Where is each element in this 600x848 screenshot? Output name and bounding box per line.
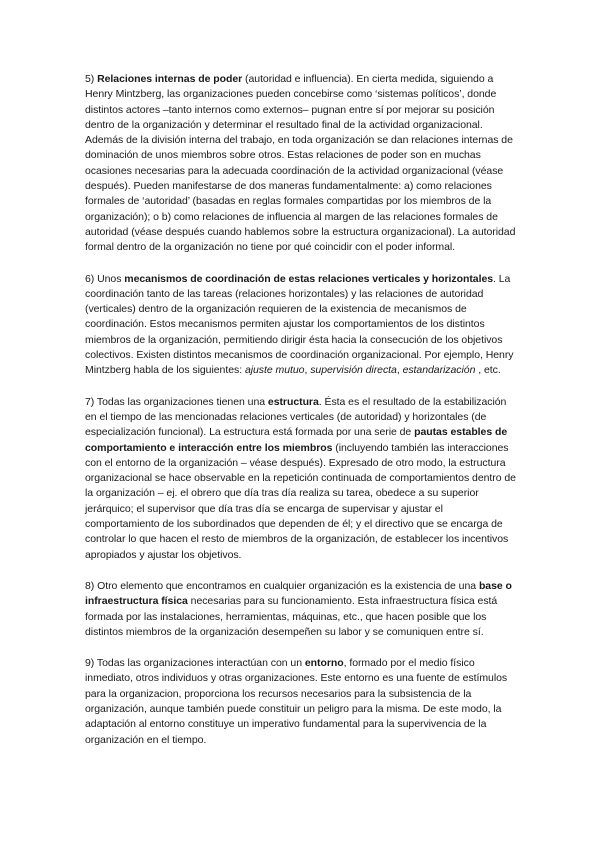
paragraph-text: necesarias para su funcionamiento. Esta infraestructura física está formada por las instalaciones, herramientas, máquinas, etc., que hacen posible que los distintos miembros de la organización desempeñen su labor y se comuniquen entre sí. — [85, 595, 498, 638]
paragraph-number: 6) Unos — [85, 272, 125, 285]
paragraph-6 — [85, 272, 520, 379]
paragraph-7 — [85, 395, 520, 563]
paragraph-text: . Ésta es el resultado de la estabilización en el tiempo de las mencionadas relaciones verticales (de autoridad) y horizontales (de especialización funcional). La estructura está formada por una serie de — [85, 395, 507, 439]
paragraph-5 — [85, 72, 520, 256]
paragraph-9 — [85, 656, 520, 748]
paragraph-text: (incluyendo también las interacciones con el entorno de la organización – véase después). Expresado de otro modo, la estructura organizacional se hace observable en la repetición continuada de comportamientos dentro de la organización – ej. el obrero que día tras día realiza su tarea, obedece a su superior jerárquico; el supervisor que día tras día se encarga de supervisar y ajustar el comportamiento de los subordinados que dependen de él; y el directivo que se encarga de controlar lo que hacen el resto de miembros de la organización, de establecer los incentivos apropiados y ajustar los objetivos. — [85, 441, 516, 561]
paragraph-8 — [85, 579, 520, 640]
separator: , — [396, 364, 403, 377]
paragraph-number: 8) Otro elemento que encontramos en cualquier organización es la existencia de una — [85, 579, 479, 592]
separator: , — [304, 364, 311, 377]
paragraph-text: . La coordinación tanto de las tareas (relaciones horizontales) y las relaciones de autoridad (verticales) dentro de la organización requieren de la existencia de mecanismos de coordinación. Estos mecanismos permiten ajustar los comportamientos de los distintos miembros de la organización, permitiendo dirigir ésta hacia la consecución de los objetivos colectivos. Existen distintos mecanismos de coordinación organizacional. Por ejemplo, Henry Mintzberg habla de los siguientes: — [85, 272, 514, 377]
italic-term: estandarización — [402, 364, 476, 377]
bold-term: estructura — [267, 395, 319, 408]
bold-term: entorno — [304, 657, 344, 670]
bold-term: pautas estables de comportamiento e interacción entre los miembros — [85, 426, 508, 454]
paragraph-text: , etc. — [475, 364, 501, 377]
paragraph-text: (autoridad e influencia). En cierta medida, siguiendo a Henry Mintzberg, las organizaciones pueden concebirse como ‘sistemas políticos’, donde distintos actores –tanto internos como externos– pugnan entre sí por mejorar su posición dentro de la organización y determinar el resultado final de la actividad organizacional. Además de la división interna del trabajo, en toda organización se dan relaciones internas de dominación de unos miembros sobre otros. Estas relaciones de poder son en muchas ocasiones necesarias para la adecuada coordinación de la actividad organizacional (véase después). Pueden manifestarse de dos maneras fundamentalmente: a) como relaciones formales de ‘autoridad’ (basadas en reglas formales compartidas por los miembros de la organización); o b) como relaciones de influencia al margen de las relaciones formales de autoridad (véase después cuando hablemos sobre la estructura organizacional). La autoridad formal dentro de la organización no tiene por qué coincidir con el poder informal. — [85, 73, 516, 254]
bold-term: mecanismos de coordinación de estas relaciones verticales y horizontales — [124, 272, 494, 285]
paragraph-number: 9) Todas las organizaciones interactúan con un — [85, 657, 305, 670]
bold-term: base o infraestructura física — [85, 579, 512, 608]
paragraph-number: 5) — [85, 73, 98, 85]
italic-term: supervisión directa — [310, 364, 397, 377]
paragraph-number: 7) Todas las organizaciones tienen una — [85, 395, 268, 408]
bold-term: Relaciones internas de poder — [97, 73, 243, 85]
paragraph-text: , formado por el medio físico inmediato, otros individuos y otras organizaciones. Este entorno es una fuente de estímulos para la organizacion, proporciona los recursos necesarios para la subsistencia de la organización, aunque también puede constituir un peligro para la misma. De este modo, la adaptación al entorno constituye un imperativo fundamental para la supervivencia de la organización en el tiempo. — [85, 657, 508, 746]
italic-term: ajuste mutuo — [244, 364, 305, 377]
